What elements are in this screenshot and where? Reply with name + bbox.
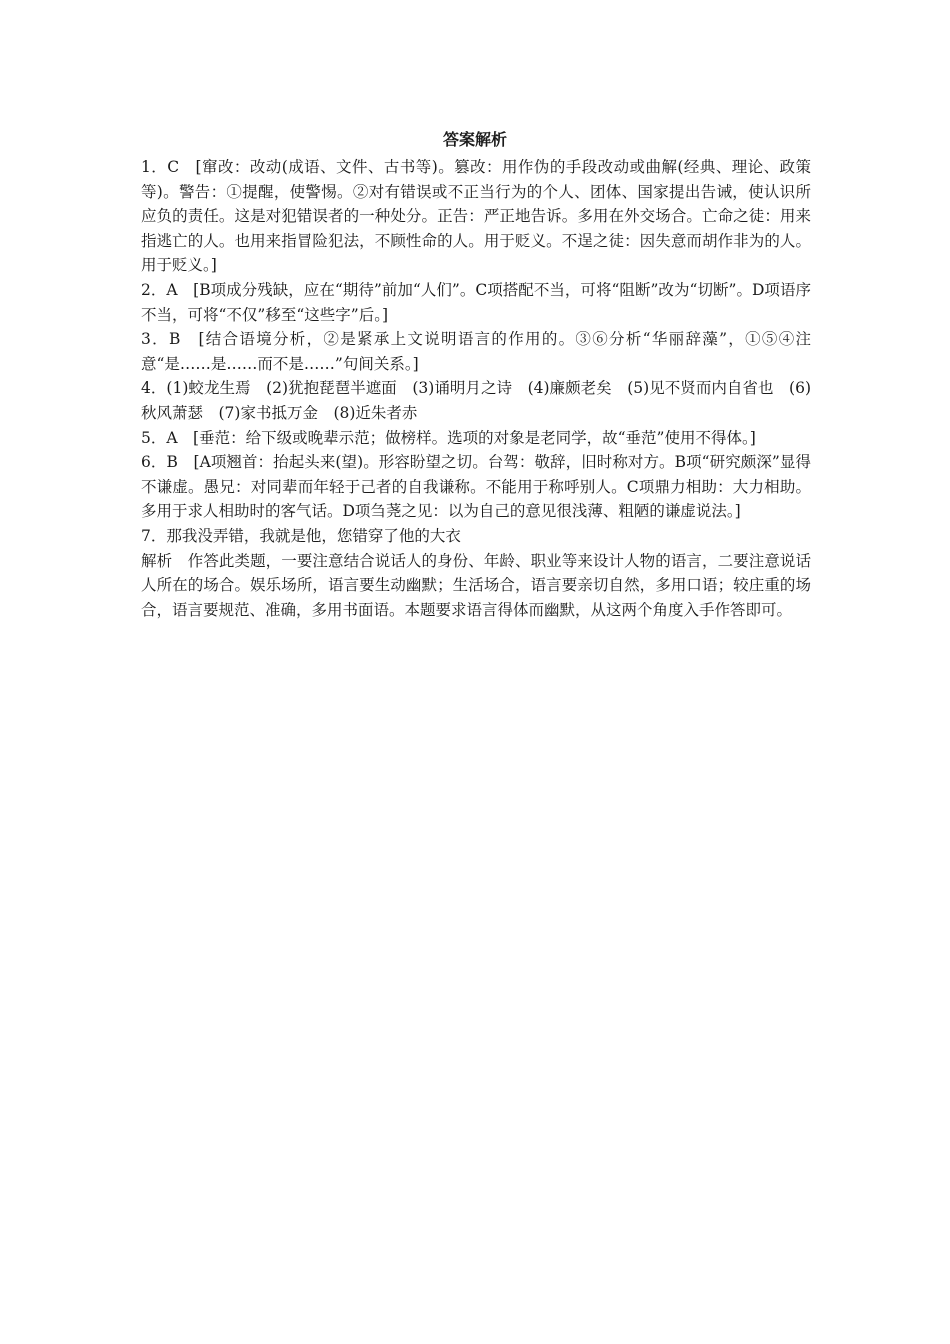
answer-5: 5．A [垂范：给下级或晚辈示范；做榜样。选项的对象是老同学，故“垂范”使用不得体。] (141, 428, 756, 447)
answer-3: 3．B [结合语境分析，②是紧承上文说明语言的作用的。③⑥分析“华丽辞藻”，①⑤④注意“是……是……而不是……”句间关系。] (141, 330, 811, 373)
answer-7: 7．那我没弄错，我就是他，您错穿了他的大衣 (141, 526, 461, 545)
answer-4: 4．(1)蛟龙生焉 (2)犹抱琵琶半遮面 (3)诵明月之诗 (4)廉颇老矣 (5)见不贤而内自省也 (6)秋风萧瑟 (7)家书抵万金 (8)近朱者赤 (141, 379, 811, 422)
answer-2: 2．A [B项成分残缺，应在“期待”前加“人们”。C项搭配不当，可将“阻断”改为“切断”。D项语序不当，可将“不仅”移至“这些字”后。] (141, 280, 811, 324)
answer-list (141, 155, 811, 622)
page-title: 答案解析 (442, 130, 507, 149)
analysis-paragraph: 解析 作答此类题，一要注意结合说话人的身份、年龄、职业等来设计人物的语言，二要注意说话人所在的场合。娱乐场所，语言要生动幽默；生活场合，语言要亲切自然，多用口语；较庄重的场合，语言要规范、准确，多用书面语。本题要求语言得体而幽默，从这两个角度入手作答即可。 (141, 551, 811, 619)
answer-1: 1．C [窜改：改动(成语、文件、古书等)。篡改：用作伪的手段改动或曲解(经典、理论、政策等)。警告：①提醒，使警惕。②对有错误或不正当行为的个人、团体、国家提出告诫，使认识所应负的责任。这是对犯错误者的一种处分。正告：严正地告诉。多用在外交场合。亡命之徒：用来指逃亡的人。也用来指冒险犯法，不顾性命的人。用于贬义。不逞之徒：因失意而胡作非为的人。用于贬义。] (141, 158, 811, 275)
answer-6: 6．B [A项翘首：抬起头来(望)。形容盼望之切。台驾：敬辞，旧时称对方。B项“研究颇深”显得不谦虚。愚兄：对同辈而年轻于己者的自我谦称。不能用于称呼别人。C项鼎力相助：大力相助。多用于求人相助时的客气话。D项刍荛之见：以为自己的意见很浅薄、粗陋的谦虚说法。] (141, 453, 811, 521)
